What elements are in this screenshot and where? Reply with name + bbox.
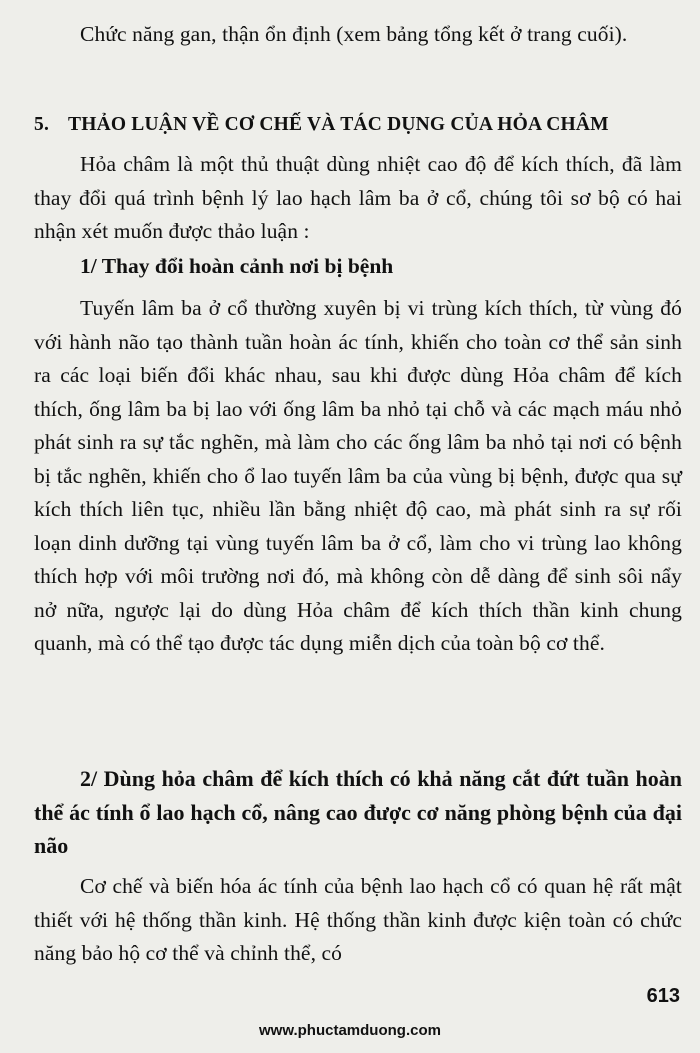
section-paragraph: Hỏa châm là một thủ thuật dùng nhiệt cao độ để kích thích, đã làm thay đổi quá trình bệnh lý lao hạch lâm ba ở cổ, chúng tôi sơ bộ có hai nhận xét muốn được thảo luận : xyxy=(34,152,682,243)
section-heading xyxy=(34,114,694,136)
website-footer: www.phuctamduong.com xyxy=(259,1022,441,1039)
page-number: 613 xyxy=(646,985,680,1007)
sub1-paragraph: Tuyến lâm ba ở cổ thường xuyên bị vi trùng kích thích, từ vùng đó với hành não tạo thành tuần hoàn ác tính, khiến cho toàn cơ thể sản sinh ra các loại biến đổi khác nhau, sau khi được dùng Hỏa châm để kích thích, ống lâm ba bị lao với ống lâm ba nhỏ tại chỗ và các mạch máu nhỏ phát sinh ra sự tắc nghẽn, mà làm cho các ống lâm ba nhỏ tại nơi có bệnh bị tắc nghẽn, khiến cho ổ lao tuyến lâm ba của vùng bị bệnh, được qua sự kích thích liên tục, nhiều lần bằng nhiệt độ cao, mà phát sinh ra sự rối loạn dinh dưỡng tại vùng tuyến lâm ba ở cổ, làm cho vi trùng lao không thích hợp với môi trường nơi đó, mà không còn dễ dàng để sinh sôi nẩy nở nữa, ngược lại do dùng Hỏa châm để kích thích thần kinh chung quanh, mà có thể tạo được tác dụng miễn dịch của toàn bộ cơ thể. xyxy=(34,296,682,655)
intro-paragraph: Chức năng gan, thận ổn định (xem bảng tổng kết ở trang cuối). xyxy=(80,22,628,46)
sub2-paragraph: Cơ chế và biến hóa ác tính của bệnh lao hạch cổ có quan hệ rất mật thiết với hệ thống thần kinh. Hệ thống thần kinh được kiện toàn có chức năng bảo hộ cơ thể và chỉnh thể, có xyxy=(34,874,682,965)
subheading-1: 1/ Thay đổi hoàn cảnh nơi bị bệnh xyxy=(80,254,394,278)
section-title: THẢO LUẬN VỀ CƠ CHẾ VÀ TÁC DỤNG CỦA HỎA CHÂM xyxy=(68,114,609,135)
subheading-2: 2/ Dùng hỏa châm để kích thích có khả năng cắt đứt tuần hoàn thể ác tính ổ lao hạch cổ, nâng cao được cơ năng phòng bệnh của đại não xyxy=(34,766,682,858)
section-number: 5. xyxy=(34,114,50,135)
